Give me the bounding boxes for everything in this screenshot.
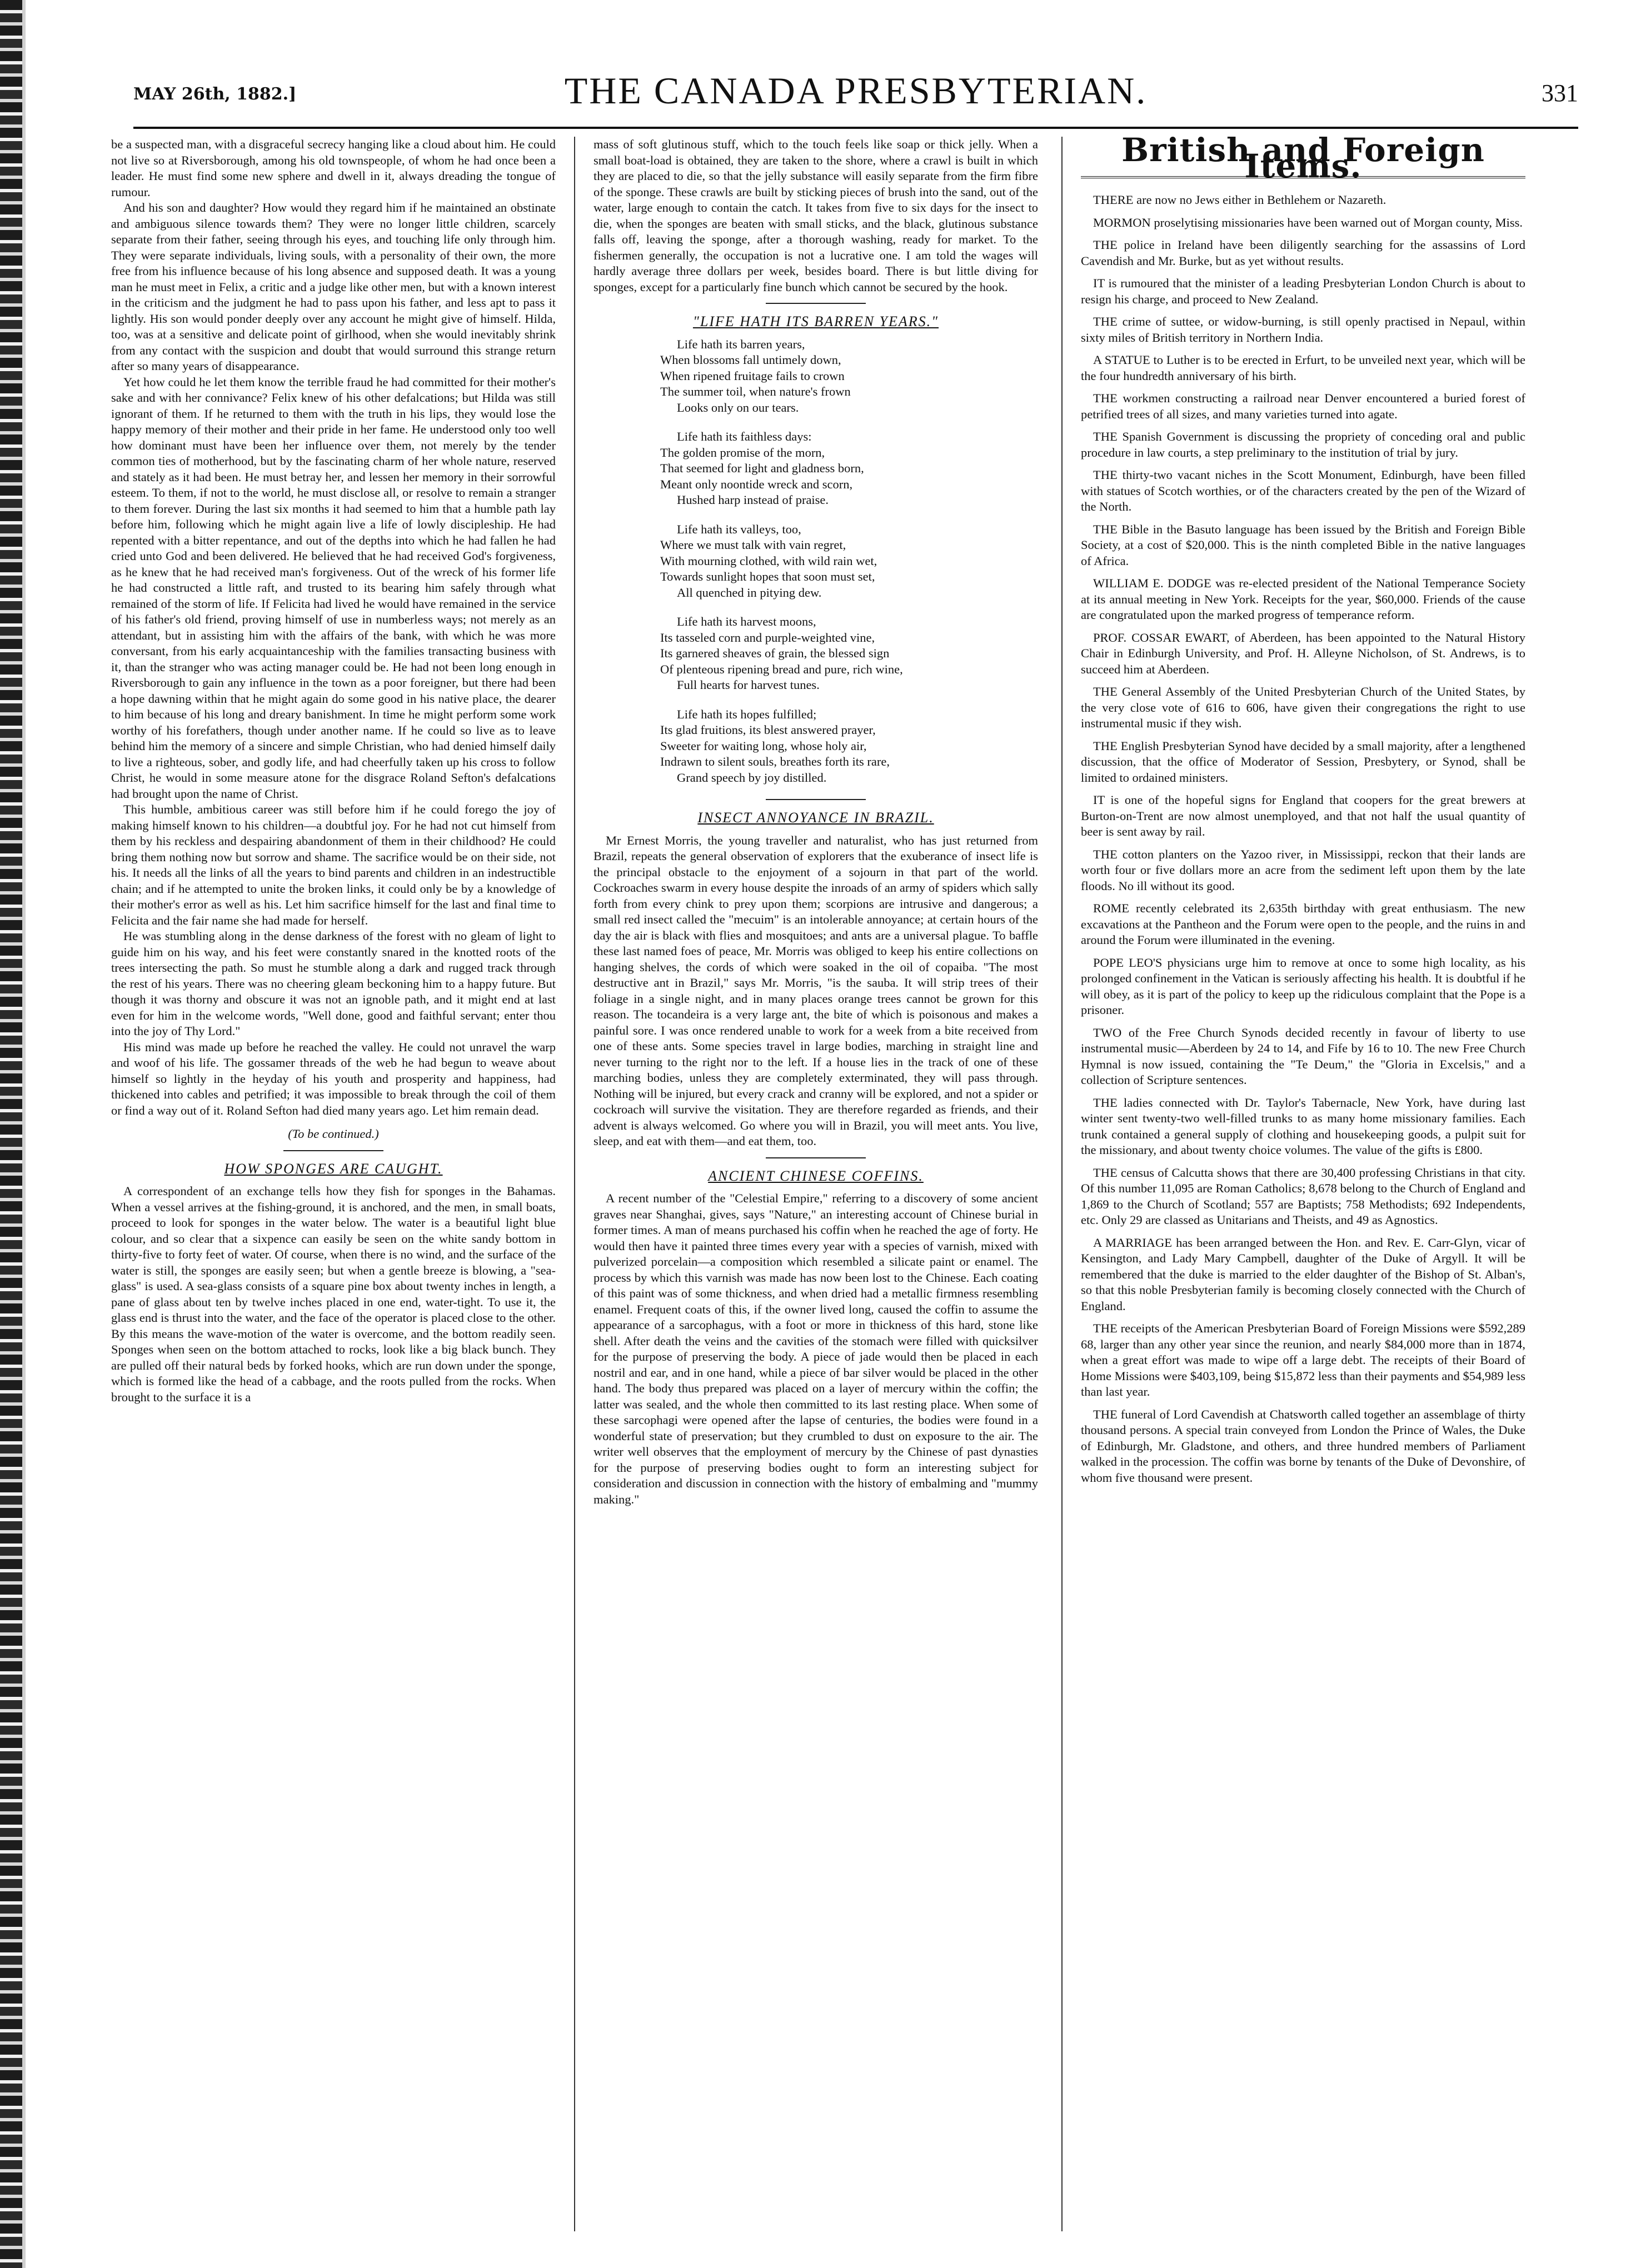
poem-line: Grand speech by joy distilled.: [677, 770, 827, 785]
to-be-continued: (To be continued.): [288, 1127, 379, 1141]
column-divider: [1061, 137, 1063, 2231]
poem-line: Its garnered sheaves of grain, the blessed sign: [660, 646, 890, 660]
news-item: ROME recently celebrated its 2,635th birthday with great enthusiasm. The new excavations at the Pantheon and the Forum were open to the people, and the ruins in and around the Forum were illuminated in the evening.: [1081, 901, 1525, 947]
news-item: IT is rumoured that the minister of a leading Presbyterian London Church is about to resign his charge, and proceed to New Zealand.: [1081, 276, 1525, 306]
column-2: [593, 137, 1038, 1507]
masthead: [133, 69, 1578, 119]
news-item: THE police in Ireland have been diligently searching for the assassins of Lord Cavendish and Mr. Burke, but as yet without results.: [1081, 238, 1525, 268]
poem-stanza: [660, 429, 1038, 508]
article-paragraph: A recent number of the "Celestial Empire," referring to a discovery of some ancient graves near Shanghai, gives, says "Nature," an interesting account of Chinese burial in former times. A man of means purchased his coffin when he reached the age of forty. He would then have it painted three times every year with a species of varnish, mixed with pulverized porcelain—a composition which resembled a silicate paint or enamel. The process by which this varnish was made has now been lost to the Chinese. Each coating of this paint was of some thickness, and when dried had a metallic firmness resembling enamel. Frequent coats of this, if the owner lived long, caused the coffin to assume the appearance of a sarcophagus, with a foot or more in thickness of this hard, stone like shell. After death the veins and the cavities of the stomach were filled with quicksilver for the purpose of preserving the body. A piece of jade would then be placed in each nostril and ear, and in one hand, while a piece of bar silver would be placed in the other hand. The body thus prepared was placed on a layer of mercury within the coffin; the latter was sealed, and the whole then committed to its last resting place. When some of these sarcophagi were opened after the lapse of centuries, the bodies were found in a wonderful state of preservation; but they crumbled to dust on exposure to the air. The writer well observes that the employment of mercury by the Chinese of past dynasties for the purpose of preserving bodies ought to form an interesting subject for consideration and discussion in connection with the history of embalming and "mummy making.": [593, 1191, 1038, 1506]
news-item: THE English Presbyterian Synod have decided by a small majority, after a lengthened discussion, that the office of Moderator of Session, Presbytery, or Synod, shall be limited to ordained ministers.: [1081, 738, 1525, 785]
poem: [593, 337, 1038, 786]
poem-line: All quenched in pitying dew.: [677, 585, 822, 600]
poem-line: Full hearts for harvest tunes.: [677, 678, 820, 692]
poem-stanza: [660, 614, 1038, 693]
news-item: THE thirty-two vacant niches in the Scott Monument, Edinburgh, have been filled with statues of Scotch worthies, or of the characters created by the pen of the Wizard of the North.: [1081, 468, 1525, 513]
poem-line: Life hath its faithless days:: [677, 429, 812, 443]
news-item: THE ladies connected with Dr. Taylor's Tabernacle, New York, have during last winter sent twenty-two well-filled trunks to as many home missionary families. Each trunk contained a general supply of clothing and housekeeping goods, a pulpit suit for the missionary, and about twenty choice volumes. The value of the gifts is £800.: [1081, 1095, 1525, 1157]
poem-line: Where we must talk with vain regret,: [660, 538, 846, 552]
news-item: THE cotton planters on the Yazoo river, in Mississippi, reckon that their lands are worth four or five dollars more an acre from the sediment left upon them by the late floods. No ill without its good.: [1081, 847, 1525, 893]
insect-headline: INSECT ANNOYANCE IN BRAZIL.: [697, 810, 934, 826]
poem-line: Meant only noontide wreck and scorn,: [660, 477, 853, 491]
poem-line: Life hath its harvest moons,: [677, 615, 816, 628]
news-item: THE census of Calcutta shows that there are 30,400 professing Christians in that city. Of this number 11,095 are Roman Catholics; 8,678 belong to the Church of England and 1,869 to the Church of Scotland; 557 are Baptists; 758 Methodists; 692 Independents, etc. Only 29 are classed as Unitarians and Theists, and 49 as Agnostics.: [1081, 1165, 1525, 1227]
poem-line: Looks only on our tears.: [677, 400, 799, 414]
column-divider: [574, 137, 575, 2231]
sponges-headline: HOW SPONGES ARE CAUGHT.: [224, 1160, 443, 1177]
section-rule: [283, 1150, 383, 1151]
story-paragraph: be a suspected man, with a disgraceful secrecy hanging like a cloud about him. He could not live so at Riversborough, among his old townspeople, of whom he had once been a leader. He must find some new sphere and dwell in it, always dreading the tongue of rumour.: [111, 137, 556, 199]
poem-stanza: [660, 707, 1038, 786]
story-paragraph: He was stumbling along in the dense darkness of the forest with no gleam of light to guide him on his way, and his feet were constantly snared in the knotted roots of the trees intersecting the path. So must he stumble along a dark and rugged track through the rest of his years. There was no cheering gleam beckoning him to a happy future. But though it was thorny and obscure it was not an ignoble path, and it might end at last even for him in the welcome words, "Well done, good and faithful servant; enter thou into the joy of Thy Lord.": [111, 929, 556, 1038]
news-item: MORMON proselytising missionaries have been warned out of Morgan county, Miss.: [1093, 215, 1523, 229]
poem-line: When blossoms fall untimely down,: [660, 353, 841, 367]
story-paragraph: His mind was made up before he reached the valley. He could not unravel the warp and woof of his life. The gossamer threads of the web he had begun to weave about himself so lightly in the heyday of his youth and prosperity and happiness, had thickened into cables and petrified; it was impossible to break through the coil of them or find a way out of it. Roland Sefton had died many years ago. Let him remain dead.: [111, 1040, 556, 1117]
poem-stanza: [660, 337, 1038, 416]
news-item: WILLIAM E. DODGE was re-elected president of the National Temperance Society at its annual meeting in New York. Receipts for the year, $60,000. Friends of the cause are congratulated upon the marked progress of temperance reform.: [1081, 576, 1525, 622]
poem-line: Hushed harp instead of praise.: [677, 493, 829, 507]
article-paragraph: Mr Ernest Morris, the young traveller and naturalist, who has just returned from Brazil, repeats the general observation of explorers that the exuberance of insect life is the principal obstacle to the enjoyment of a sojourn in that part of the world. Cockroaches swarm in every house despite the inroads of an army of spiders which sally forth from every chink to prey upon them; scorpions are intrusive and dangerous; a small red insect called the "mecuim" is an intolerable annoyance; at certain hours of the day the air is black with flies and mosquitoes; and ants are a universal plague. To baffle these last named foes of peace, Mr. Morris was obliged to keep his entire collections on hanging shelves, the cords of which were soaked in the oil of copaiba. "The most destructive ant in Brazil," says Mr. Morris, "is the sauba. It will strip trees of their foliage in a single night, and in many places orange trees cannot be grown for this reason. The tocandeira is a very large ant, the bite of which is poisonous and makes a painful sore. I was once rendered unable to work for a week from a bite received from one of these ants. Some species travel in large bodies, marching in straight line and never turning to the right nor to the left. If a house lies in the track of one of these marching bodies, unless they are completely exterminated, they will pass through. Nothing will be injured, but every crack and cranny will be explored, and not a spider or cockroach will survive the visitation. They are therefore regarded as friends, and their advent is always welcomed. Go where you will in Brazil, you will meet ants. You live, sleep, and eat with them—and eat them, too.: [593, 833, 1038, 1148]
poem-title: "LIFE HATH ITS BARREN YEARS.": [692, 313, 939, 329]
news-item: THE crime of suttee, or widow-burning, is still openly practised in Nepaul, within sixty miles of British territory in Northern India.: [1081, 314, 1525, 344]
news-item: A STATUE to Luther is to be erected in Erfurt, to be unveiled next year, which will be the four hundredth anniversary of his birth.: [1081, 353, 1525, 383]
story-paragraph: This humble, ambitious career was still before him if he could forego the joy of making himself known to his children—a doubtful joy. For he had not cut himself from them by his reckless and despairing abandonment of them in their childhood? He could bring them nothing now but sorrow and shame. The sacrifice would be on their side, not his. It needs all the links of all the years to bind parents and children in an indestructible chain; and if he attempted to unite the broken links, it could only be by a knowledge of their mother's error as well as his. Let him sacrifice himself for the last and final time to Felicita and the fair name she had made for herself.: [111, 802, 556, 927]
news-item: THE funeral of Lord Cavendish at Chatsworth called together an assemblage of thirty thousand persons. A special train conveyed from London the Prince of Wales, the Duke of Edinburgh, Mr. Gladstone, and others, and three hundred members of Parliament walked in the procession. The coffin was borne by tenants of the Duke of Devonshire, of whom five thousand were present.: [1081, 1407, 1525, 1485]
poem-line: Life hath its hopes fulfilled;: [677, 707, 817, 721]
section-rule: [766, 1157, 866, 1158]
story-paragraph: And his son and daughter? How would they regard him if he maintained an obstinate and ambiguous silence towards them? They were no longer little children, scarcely separate from their father, seeing through his eyes, and touching life only through him. They were separate individuals, living souls, with a personality of their own, the more free from his influence because of his long absence and supposed death. It was a young man he must meet in Felix, a critic and a judge like other men, but with a known interest in the criticism and the judgment he had to pass upon his father, and less apt to pass it lightly. His son would ponder deeply over any account he might give of himself. Hilda, too, was at a sensitive and delicate point of girlhood, when she would inevitably shrink from any contact with the suspicion and doubt that would surround this strange return after so many years of disappearance.: [111, 201, 556, 373]
poem-line: Its glad fruitions, its blest answered prayer,: [660, 723, 876, 737]
poem-line: With mourning clothed, with wild rain wet,: [660, 553, 877, 568]
poem-stanza: [660, 522, 1038, 601]
news-item: IT is one of the hopeful signs for England that coopers for the great brewers at Burton-on-Trent are now almost unemployed, and that not half the usual quantity of beer is sent away by rail.: [1081, 793, 1525, 838]
news-item: A MARRIAGE has been arranged between the Hon. and Rev. E. Carr-Glyn, vicar of Kensington, and Lady Mary Campbell, daughter of the Duke of Argyll. It will be remembered that the duke is married to the elder daughter of the Bishop of St. Alban's, so that this noble Presbyterian family is becoming closely connected with the Church of England.: [1081, 1235, 1525, 1313]
masthead-rule: [133, 127, 1578, 129]
page-number: 331: [1542, 79, 1578, 107]
news-item: PROF. COSSAR EWART, of Aberdeen, has been appointed to the Natural History Chair in Edinburgh University, and Prof. H. Alleyne Nicholson, of St. Andrews, is to succeed him at Aberdeen.: [1081, 630, 1525, 676]
poem-line: Life hath its barren years,: [677, 337, 805, 351]
poem-line: Its tasseled corn and purple-weighted vine,: [660, 630, 875, 645]
news-item: POPE LEO'S physicians urge him to remove at once to some high locality, as his prolonged confinement in the Vatican is seriously affecting his health. It is doubtful if he will obey, as it is part of the policy to keep up the ridiculous complaint that the Pope is a prisoner.: [1081, 955, 1525, 1017]
poem-line: Towards sunlight hopes that soon must set,: [660, 570, 875, 583]
section-rule: [766, 303, 866, 304]
news-items-list: [1081, 192, 1525, 1486]
news-item: TWO of the Free Church Synods decided recently in favour of liberty to use instrumental music—Aberdeen by 24 to 14, and Fife by 16 to 10. The new Free Church Hymnal is now issued, containing the "Te Deum," the "Gloria in Excelsis," and a collection of Scripture sentences.: [1081, 1025, 1525, 1087]
section-header-text: British and Foreign Items.: [1081, 142, 1525, 178]
poem-line: Of plenteous ripening bread and pure, rich wine,: [660, 662, 903, 676]
section-header: [1081, 131, 1525, 185]
news-item: THE receipts of the American Presbyterian Board of Foreign Missions were $592,289 68, larger than any other year since the reunion, and nearly $84,000 more than in 1874, when a great effort was made to wipe off a large debt. The receipts of their Board of Home Missions were $403,109, being $15,872 less than their payments and $54,989 less than last year.: [1081, 1321, 1525, 1398]
poem-line: Indrawn to silent souls, breathes forth its rare,: [660, 755, 890, 768]
news-item: THE General Assembly of the United Presbyterian Church of the United States, by the very close vote of 616 to 606, have given their congregations the right to use instrumental music if they wish.: [1081, 685, 1525, 730]
news-item: THE Spanish Government is discussing the propriety of conceding oral and public procedure in law courts, a step preliminary to the institution of trial by jury.: [1081, 429, 1525, 459]
article-paragraph: mass of soft glutinous stuff, which to the touch feels like soap or thick jelly. When a small boat-load is obtained, they are taken to the shore, where a crawl is built in which they are placed to die, so that the jelly substance will easily separate from the firm fibre of the sponge. These crawls are built by sticking pieces of brush into the sand, out of the water, large enough to contain the catch. It takes from five to six days for the insect to die, when the sponges are beaten with small sticks, and the black, glutinous substance falls off, leaving the sponge, after a thorough washing, ready for market. To the fishermen generally, the occupation is not a lucrative one. I am told the wages will hardly average three dollars per week, besides board. There is but little diving for sponges, except for a particularly fine bunch which cannot be secured by the hook.: [593, 137, 1038, 294]
poem-line: That seemed for light and gladness born,: [660, 461, 864, 475]
story-paragraph: Yet how could he let them know the terrible fraud he had committed for their mother's sake and with her connivance? Felix knew of his other defalcations; but Hilda was still ignorant of them. If he returned to them with the truth in his lips, they would lose the happy memory of their mother and their pride in her fame. He understood only too well how dominant must have been her influence over them, not merely by the tender common ties of motherhood, but by the fascinating charm of her whole nature, reserved and stately as it had been. He must betray her, and lessen her memory in their sorrowful esteem. To them, if not to the world, he must disclose all, or resolve to remain a stranger to them forever. During the last six months it had seemed to him that a humble path lay before him, following which he might again live a life of lowly discipleship. He had repented with a bitter repentance, and out of the depths into which he had fallen he had cried unto God and been delivered. He believed that he had received God's forgiveness, as he knew that he had received man's forgiveness. Out of the wreck of his former life he had constructed a little raft, and trusted to its bearing him safely through what remained of the storm of life. If Felicita had lived he would have remained in the service of his father's old friend, proving himself of use in numberless ways; not merely as an attendant, but in assisting him with the affairs of the bank, with which he was more conversant, from his early acquaintanceship with the families transacting business with it, than the stranger who was acting manager could be. He had not been long enough in Riversborough to gain any influence in the town as a poor foreigner, but there had been a hope dawning within that he might again do some good in his native place, the dearer to him because of his long and dreary banishment. In time he might perform some work worthy of his forefathers, though under another name. If he could so live as to leave behind him the memory of a sincere and simple Christian, who had denied himself daily to live a righteous, sober, and godly life, and had cheerfully taken up his cross to follow Christ, he would in some measure atone for the disgrace Roland Sefton's defalcations had brought upon the name of Christ.: [111, 374, 556, 801]
column-3: [1081, 131, 1525, 1492]
poem-line: Life hath its valleys, too,: [677, 522, 801, 536]
article-paragraph: A correspondent of an exchange tells how they fish for sponges in the Bahamas. When a vessel arrives at the fishing-ground, it is anchored, and the men, in small boats, proceed to look for sponges in the water below. The water is a beautiful light blue colour, and so clear that a sixpence can easily be seen on the white sandy bottom in thirty-five to forty feet of water. Of course, when there is no wind, and the surface of the water is still, the sponges are easily seen; but when a gentle breeze is blowing, a "sea-glass" is used. A sea-glass consists of a square pine box about twenty inches in length, a pane of glass about ten by twelve inches placed in one end, water-tight. To use it, the glass end is thrust into the water, and the face of the operator is placed close to the other. By this means the wave-motion of the water is overcome, and the bottom readily seen. Sponges when seen on the bottom attached to rocks, look like a big black bunch. They are pulled off their natural beds by forked hooks, which are run down under the sponge, which is formed like the head of a cabbage, and the roots pulled from the rocks. When brought to the surface it is a: [111, 1184, 556, 1404]
page-binding-edge: [0, 0, 22, 2268]
poem-line: The summer toil, when nature's frown: [660, 384, 851, 398]
news-item: THE Bible in the Basuto language has been issued by the British and Foreign Bible Society, at a cost of $20,000. This is the ninth completed Bible in the native languages of Africa.: [1081, 522, 1525, 568]
newspaper-title: THE CANADA PRESBYTERIAN.: [564, 69, 1148, 112]
column-1: [111, 137, 556, 1405]
section-rule: [766, 799, 866, 800]
coffins-headline: ANCIENT CHINESE COFFINS.: [708, 1167, 924, 1184]
binding-shadow: [22, 0, 26, 2268]
poem-line: When ripened fruitage fails to crown: [660, 368, 845, 383]
news-item: THE workmen constructing a railroad near Denver encountered a buried forest of petrified trees of all sizes, and many varieties turned into agate.: [1081, 391, 1525, 421]
poem-line: Sweeter for waiting long, whose holy air,: [660, 738, 867, 753]
poem-line: The golden promise of the morn,: [660, 445, 825, 459]
issue-date: MAY 26th, 1882.]: [133, 84, 297, 104]
news-item: THERE are now no Jews either in Bethlehem or Nazareth.: [1093, 193, 1386, 207]
